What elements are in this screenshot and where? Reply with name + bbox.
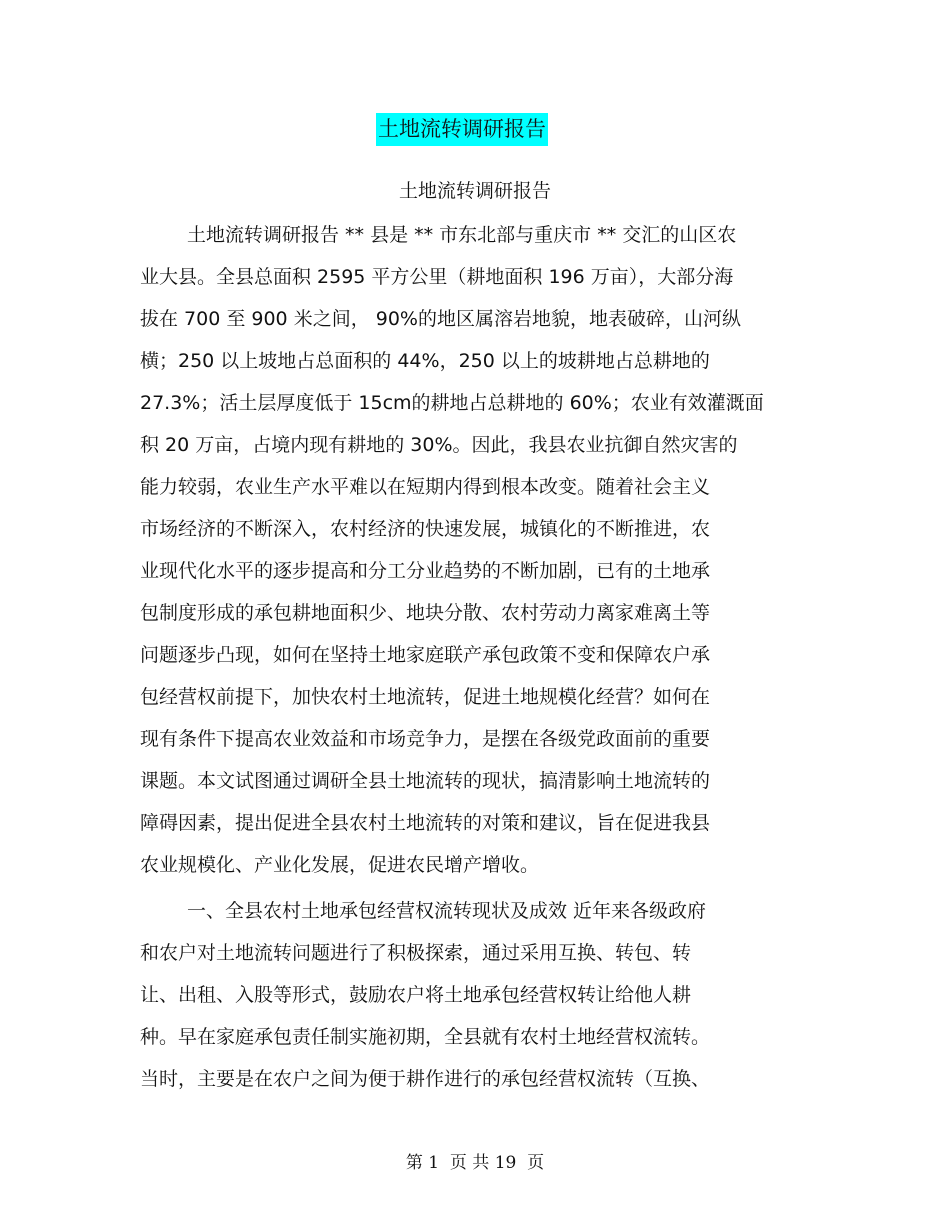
body-line: 和农户对土地流转问题进行了积极探索，通过采用互换、转包、转 [140, 942, 692, 964]
body-line: 包制度形成的承包耕地面积少、地块分散、农村劳动力离家难离土等 [140, 602, 711, 624]
body-line: 拔在 700 至 900 米之间， 90%的地区属溶岩地貌，地表破碎，山河纵 [140, 308, 741, 330]
section-heading-line: 一、全县农村土地承包经营权流转现状及成效 近年来各级政府 [187, 900, 707, 922]
body-line: 包经营权前提下，加快农村土地流转，促进土地规模化经营？如何在 [140, 686, 711, 708]
body-line: 障碍因素，提出促进全县农村土地流转的对策和建议，旨在促进我县 [140, 812, 711, 834]
body-line: 业大县。全县总面积 2595 平方公里（耕地面积 196 万亩），大部分海 [140, 266, 734, 288]
body-line: 能力较弱，农业生产水平难以在短期内得到根本改变。随着社会主义 [140, 476, 711, 498]
body-line: 横；250 以上坡地占总面积的 44%，250 以上的坡耕地占总耕地的 [140, 350, 710, 372]
body-line: 积 20 万亩，占境内现有耕地的 30%。因此，我县农业抗御自然灾害的 [140, 434, 738, 456]
page-number-footer: 第 1 页 共 19 页 [405, 1153, 545, 1173]
body-line: 市场经济的不断深入，农村经济的快速发展，城镇化的不断推进，农 [140, 518, 711, 540]
body-line: 业现代化水平的逐步提高和分工分业趋势的不断加剧，已有的土地承 [140, 560, 711, 582]
body-line: 当时，主要是在农户之间为便于耕作进行的承包经营权流转（互换、 [140, 1068, 711, 1090]
body-line: 土地流转调研报告 ** 县是 ** 市东北部与重庆市 ** 交汇的山区农 [187, 224, 737, 246]
body-line: 问题逐步凸现，如何在坚持土地家庭联产承包政策不变和保障农户承 [140, 644, 711, 666]
body-line: 农业规模化、产业化发展，促进农民增产增收。 [140, 854, 540, 876]
body-line: 27.3%；活土层厚度低于 15cm的耕地占总耕地的 60%；农业有效灌溉面 [140, 392, 764, 414]
body-line: 让、出租、入股等形式，鼓励农户将土地承包经营权转让给他人耕 [140, 984, 692, 1006]
document-subtitle: 土地流转调研报告 [398, 180, 551, 202]
document-title: 土地流转调研报告 [376, 113, 548, 146]
body-line: 课题。本文试图通过调研全县土地流转的现状，搞清影响土地流转的 [140, 770, 711, 792]
body-line: 现有条件下提高农业效益和市场竞争力，是摆在各级党政面前的重要 [140, 728, 711, 750]
body-line: 种。早在家庭承包责任制实施初期，全县就有农村土地经营权流转。 [140, 1026, 711, 1048]
